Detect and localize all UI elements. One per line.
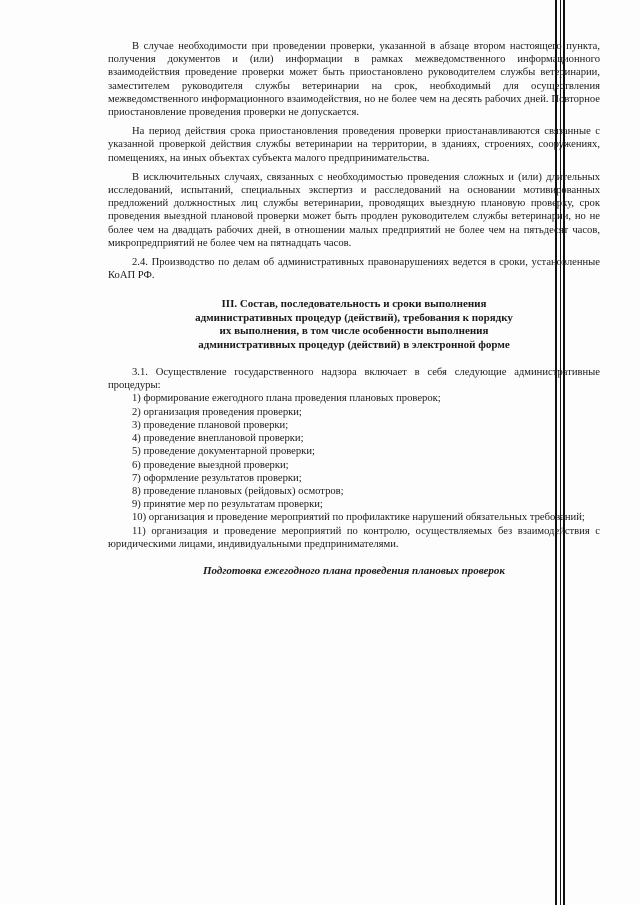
subheading: Подготовка ежегодного плана проведения плановых проверок: [202, 564, 506, 577]
section-title-line: административных процедур (действий) в электронной форме: [198, 338, 510, 351]
paragraph: В исключительных случаях, связанных с необходимостью проведения сложных и (или) длительных исследований, испытаний, специальных экспертиз и расследований на основании мотивированных предложений должностных лиц службы ветеринарии, проводящих выездную плановую проверку, срок проведения выездной плановой проверки может быть продлен руководителем службы ветеринарии, но не более чем на двадцать рабочих дней, в отношении малых предприятий не более чем на пятьдесят часов, микропредприятий не более чем на пятнадцать часов.: [108, 171, 600, 249]
list-item: 9) принятие мер по результатам проверки;: [132, 499, 323, 511]
list-item: 2) организация проведения проверки;: [132, 406, 302, 418]
paragraph: В случае необходимости при проведении проверки, указанной в абзаце втором настоящего пункта, получения документов и (или) информации в рамках межведомственного информационного взаимодействия проведение проверки может быть приостановлено руководителем службы ветеринарии, заместителем руководителя службы ветеринарии на срок, необходимый для осуществления межведомственного информационного взаимодействия, но не более чем на десять рабочих дней. Повторное приостановление проведения проверки не допускается.: [108, 41, 600, 119]
section-title-line: их выполнения, в том числе особенности выполнения: [219, 325, 489, 338]
section-title-line: III. Состав, последовательность и сроки выполнения: [221, 298, 487, 311]
list-item: 4) проведение внеплановой проверки;: [132, 433, 304, 445]
list-item: 10) организация и проведение мероприятий по профилактике нарушений обязательных требований;: [132, 512, 585, 524]
document-body: [108, 40, 600, 578]
paragraph: На период действия срока приостановления проведения проверки приостанавливаются связанные с указанной проверкой действия службы ветеринарии на территории, в зданиях, строениях, сооружениях, помещениях, на иных объектах субъекта малого предпринимательства.: [108, 126, 600, 164]
list-item: 1) формирование ежегодного плана проведения плановых проверок;: [132, 393, 441, 405]
list-item: 7) оформление результатов проверки;: [132, 472, 302, 484]
section-title: [108, 298, 600, 352]
list-item: 3) проведение плановой проверки;: [132, 419, 289, 431]
paragraph: 2.4. Производство по делам об административных правонарушениях ведется в сроки, установленные КоАП РФ.: [108, 257, 600, 282]
procedure-list: [108, 392, 600, 550]
list-item: 11) организация и проведение мероприятий по контролю, осуществляемых без взаимодействия с юридическими лицами, индивидуальными предпринимателями.: [108, 525, 600, 550]
list-item: 6) проведение выездной проверки;: [132, 459, 289, 471]
list-item: 8) проведение плановых (рейдовых) осмотров;: [132, 485, 344, 497]
paragraph: 3.1. Осуществление государственного надзора включает в себя следующие административные процедуры:: [108, 367, 600, 392]
list-item: 5) проведение документарной проверки;: [132, 446, 315, 458]
section-title-line: административных процедур (действий), требования к порядку: [195, 311, 513, 324]
